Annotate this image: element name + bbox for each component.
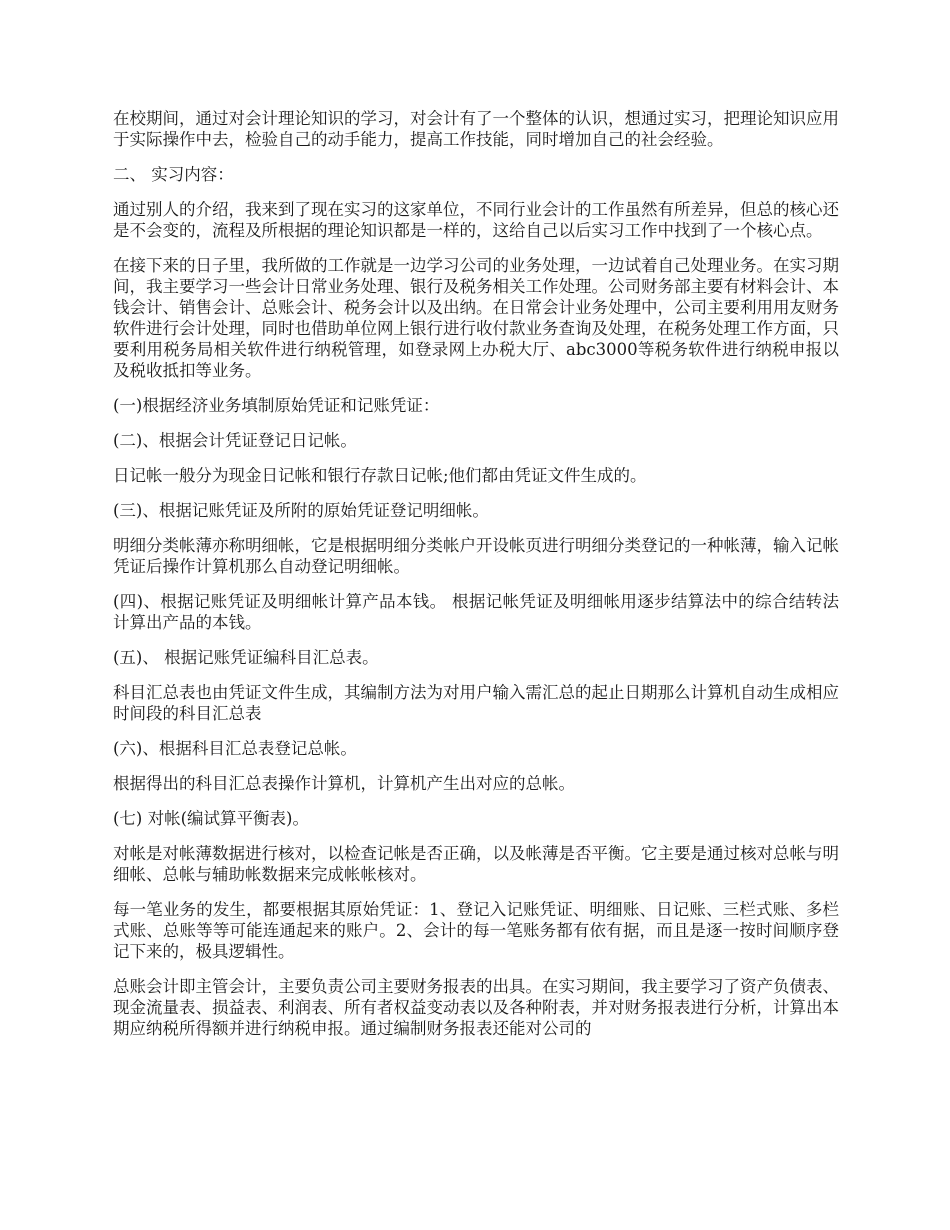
paragraph-summary-table: 科目汇总表也由凭证文件生成，其编制方法为对用户输入需汇总的起止日期那么计算机自动生成相应时间段的科目汇总表 — [113, 683, 839, 723]
step-heading-2: (二)、根据会计凭证登记日记帐。 — [113, 431, 357, 450]
step-heading-1: (一)根据经济业务填制原始凭证和记账凭证： — [113, 396, 440, 415]
paragraph-general-ledger: 根据得出的科目汇总表操作计算机，计算机产生出对应的总帐。 — [113, 774, 575, 793]
step-heading-3: (三)、根据记账凭证及所附的原始凭证登记明细帐。 — [113, 501, 489, 520]
paragraph-chief-accountant: 总账会计即主管会计，主要负责公司主要财务报表的出具。在实习期间，我主要学习了资产负债表、现金流量表、损益表、利润表、所有者权益变动表以及各种附表，并对财务报表进行分析，计算出本期应纳税所得额并进行纳税申报。通过编制财务报表还能对公司的 — [113, 977, 839, 1038]
paragraph-reconciliation: 对帐是对帐薄数据进行核对，以检查记帐是否正确，以及帐薄是否平衡。它主要是通过核对总帐与明细帐、总帐与辅助帐数据来完成帐帐核对。 — [113, 844, 839, 884]
document-body — [113, 108, 839, 1053]
paragraph-daily-work: 在接下来的日子里，我所做的工作就是一边学习公司的业务处理，一边试着自己处理业务。在实习期间，我主要学习一些会计日常业务处理、银行及税务相关工作处理。公司财务部主要有材料会计、本钱会计、销售会计、总账会计、税务会计以及出纳。在日常会计业务处理中，公司主要利用用友财务软件进行会计处理，同时也借助单位网上银行进行收付款业务查询及处理，在税务处理工作方面，只要利用税务局相关软件进行纳税管理，如登录网上办税大厅、abc3000等税务软件进行纳税申报以及税收抵扣等业务。 — [113, 256, 839, 380]
section-heading-internship-content: 二、 实习内容： — [113, 165, 234, 184]
paragraph-ledger: 明细分类帐薄亦称明细帐，它是根据明细分类帐户开设帐页进行明细分类登记的一种帐薄，输入记帐凭证后操作计算机那么自动登记明细帐。 — [113, 536, 839, 576]
step-heading-7: (七) 对帐(编试算平衡表)。 — [113, 809, 309, 828]
step-heading-5: (五)、 根据记账凭证编科目汇总表。 — [113, 648, 379, 667]
paragraph-transactions: 每一笔业务的发生，都要根据其原始凭证：1、登记入记账凭证、明细账、日记账、三栏式账、多栏式账、总账等等可能连通起来的账户。2、会计的每一笔账务都有依有据，而且是逐一按时间顺序登记下来的，极具逻辑性。 — [113, 900, 839, 961]
paragraph-journal: 日记帐一般分为现金日记帐和银行存款日记帐;他们都由凭证文件生成的。 — [113, 466, 647, 485]
step-heading-4: (四)、根据记账凭证及明细帐计算产品本钱。 根据记帐凭证及明细帐用逐步结算法中的综合结转法计算出产品的本钱。 — [113, 592, 839, 632]
step-heading-6: (六)、根据科目汇总表登记总帐。 — [113, 739, 357, 758]
paragraph-arrival: 通过别人的介绍，我来到了现在实习的这家单位，不同行业会计的工作虽然有所差异，但总的核心还是不会变的，流程及所根据的理论知识都是一样的，这给自己以后实习工作中找到了一个核心点。 — [113, 200, 839, 240]
paragraph-intro: 在校期间，通过对会计理论知识的学习，对会计有了一个整体的认识，想通过实习，把理论知识应用于实际操作中去，检验自己的动手能力，提高工作技能，同时增加自己的社会经验。 — [113, 109, 839, 149]
